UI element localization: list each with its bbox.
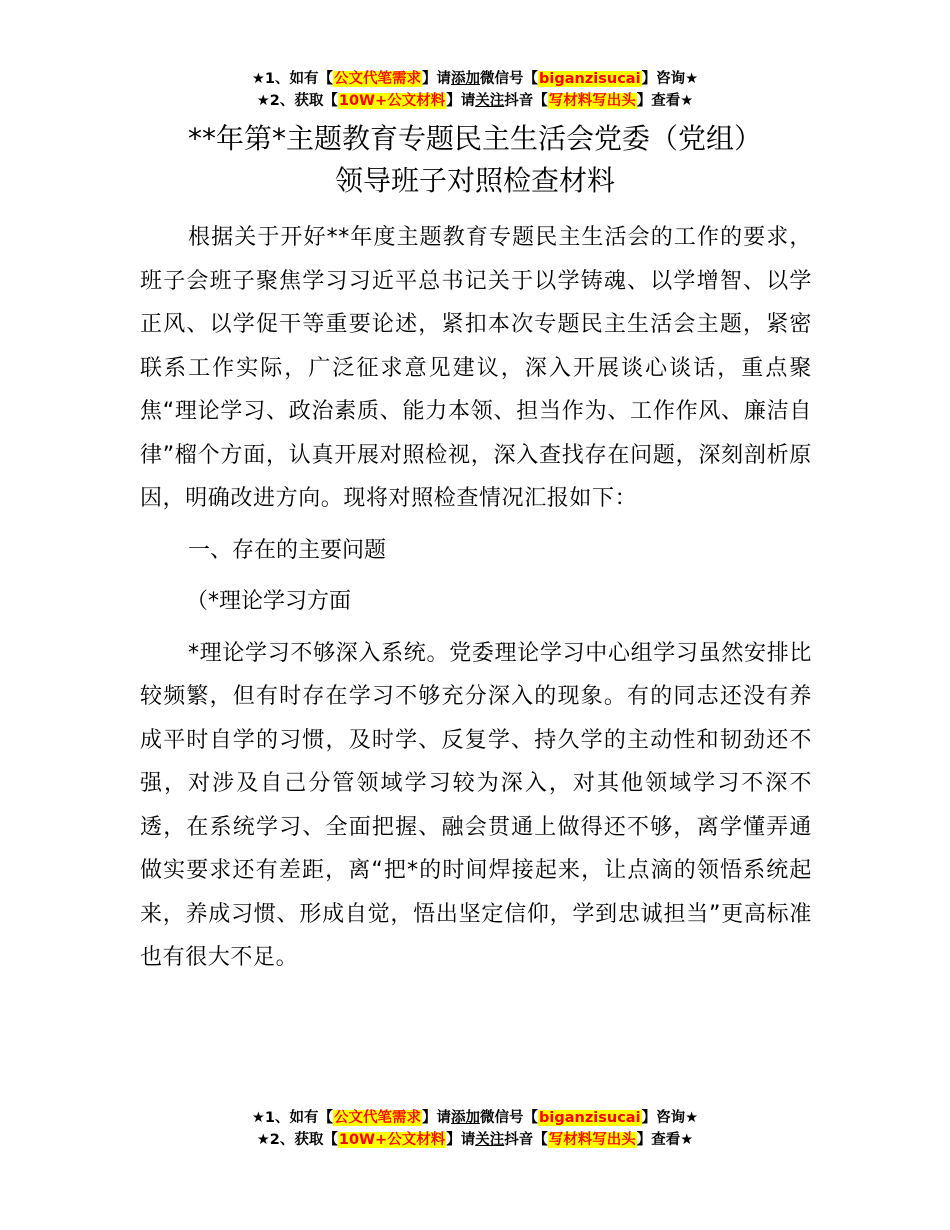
promo-underlined: 关注 bbox=[475, 1132, 505, 1148]
promo-text: 】咨询★ bbox=[641, 1110, 699, 1126]
title-line-1: **年第*主题教育专题民主生活会党委（党组） bbox=[187, 122, 762, 155]
promo-underlined: 添加 bbox=[451, 1110, 481, 1126]
subsection-heading: （*理论学习方面 bbox=[186, 589, 352, 614]
promo-line-2 bbox=[0, 90, 950, 112]
promo-douyin-name: 写材料写出头 bbox=[548, 1132, 636, 1148]
promo-text: 】查看★ bbox=[636, 93, 694, 109]
promo-text: 微信号【 bbox=[480, 1110, 539, 1126]
promo-text: 】查看★ bbox=[636, 1132, 694, 1148]
promo-text: 微信号【 bbox=[480, 71, 539, 87]
promo-text: 】请 bbox=[422, 1110, 452, 1126]
promo-text: ★1、如有【 bbox=[251, 71, 334, 87]
intro-paragraph: 根据关于开好**年度主题教育专题民主生活会的工作的要求，班子会班子聚焦学习习近平总书记关于以学铸魂、以学增智、以学正风、以学促干等重要论述，紧扣本次专题民主生活会主题，紧密联系工作实际，广泛征求意见建议，深入开展谈心谈话，重点聚焦“理论学习、政治素质、能力本领、担当作为、工作作风、廉洁自律”榴个方面，认真开展对照检视，深入查找存在问题，深刻剖析原因，明确改进方向。现将对照检查情况汇报如下： bbox=[140, 225, 812, 511]
promo-line-1 bbox=[0, 1107, 950, 1129]
promo-douyin-name: 写材料写出头 bbox=[548, 93, 636, 109]
promo-footer bbox=[0, 1107, 950, 1151]
promo-highlight: 公文代笔需求 bbox=[334, 1110, 422, 1126]
section-heading: 一、存在的主要问题 bbox=[188, 537, 387, 563]
document-body bbox=[140, 216, 812, 980]
promo-text: 】咨询★ bbox=[641, 71, 699, 87]
promo-text: 抖音【 bbox=[504, 1132, 548, 1148]
promo-text: 】请 bbox=[422, 71, 452, 87]
title-line-2: 领导班子对照检查材料 bbox=[334, 164, 615, 197]
promo-text: ★2、获取【 bbox=[256, 93, 338, 109]
promo-highlight: 公文代笔需求 bbox=[334, 71, 422, 87]
promo-line-1 bbox=[0, 68, 950, 90]
promo-text: 】请 bbox=[446, 1132, 476, 1148]
promo-line-2 bbox=[0, 1129, 950, 1151]
promo-wechat-id: biganzisucai bbox=[539, 71, 641, 87]
promo-text: ★2、获取【 bbox=[256, 1132, 338, 1148]
promo-underlined: 关注 bbox=[475, 93, 505, 109]
promo-wechat-id: biganzisucai bbox=[539, 1110, 641, 1126]
promo-text: ★1、如有【 bbox=[251, 1110, 334, 1126]
promo-highlight: 10W+公文材料 bbox=[338, 93, 446, 109]
promo-text: 】请 bbox=[446, 93, 476, 109]
subsection-paragraph: *理论学习不够深入系统。党委理论学习中心组学习虽然安排比较频繁，但有时存在学习不够充分深入的现象。有的同志还没有养成平时自学的习惯，及时学、反复学、持久学的主动性和韧劲还不强，对涉及自己分管领域学习较为深入，对其他领域学习不深不透，在系统学习、全面把握、融会贯通上做得还不够，离学懂弄通做实要求还有差距，离“把*的时间焊接起来，让点滴的领悟系统起来，养成习惯、形成自觉，悟出坚定信仰，学到忠诚担当”更高标准也有很大不足。 bbox=[140, 640, 812, 970]
document-title bbox=[0, 118, 950, 202]
promo-underlined: 添加 bbox=[451, 71, 481, 87]
promo-header bbox=[0, 68, 950, 112]
promo-highlight: 10W+公文材料 bbox=[338, 1132, 446, 1148]
promo-text: 抖音【 bbox=[504, 93, 548, 109]
